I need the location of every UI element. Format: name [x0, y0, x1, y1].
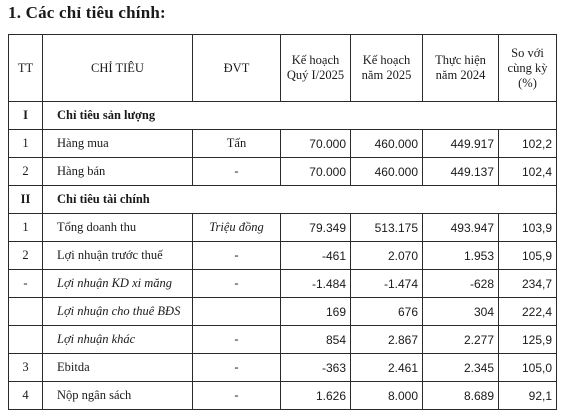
row-tt: 1: [9, 130, 43, 158]
row-yoy: 222,4: [499, 298, 557, 326]
row-yoy: 234,7: [499, 270, 557, 298]
row-plan-year: 2.867: [351, 326, 423, 354]
row-name: Lợi nhuận cho thuê BĐS: [43, 298, 193, 326]
row-yoy: 125,9: [499, 326, 557, 354]
col-header-plan-year-line2: năm 2025: [361, 68, 412, 82]
row-tt: 2: [9, 158, 43, 186]
row-name: Lợi nhuận KD xi măng: [43, 270, 193, 298]
row-tt: [9, 298, 43, 326]
row-unit: [193, 298, 281, 326]
row-tt: [9, 326, 43, 354]
col-header-plan-q1: [281, 35, 351, 102]
row-actual-2024: 304: [423, 298, 499, 326]
row-plan-year: 2.070: [351, 242, 423, 270]
row-yoy: 105,0: [499, 354, 557, 382]
row-yoy: 92,1: [499, 382, 557, 410]
row-actual-2024: 8.689: [423, 382, 499, 410]
row-actual-2024: -628: [423, 270, 499, 298]
row-actual-2024: 2.277: [423, 326, 499, 354]
row-unit: -: [193, 242, 281, 270]
row-plan-q1: -363: [281, 354, 351, 382]
table-row: [9, 214, 557, 242]
col-header-plan-year-line1: Kế hoạch: [362, 53, 411, 67]
section-heading: 1. Các chỉ tiêu chính:: [8, 3, 166, 22]
section-row-financial: [9, 186, 557, 214]
row-plan-year: 460.000: [351, 158, 423, 186]
row-plan-q1: 70.000: [281, 158, 351, 186]
col-header-actual-line2: năm 2024: [435, 68, 486, 82]
row-unit: -: [193, 326, 281, 354]
row-name: Hàng bán: [43, 158, 193, 186]
col-header-plan-year: [351, 35, 423, 102]
section-row-production: [9, 102, 557, 130]
col-header-plan-q1-line2: Quý I/2025: [286, 68, 345, 82]
row-plan-year: 513.175: [351, 214, 423, 242]
row-actual-2024: 2.345: [423, 354, 499, 382]
row-plan-q1: 70.000: [281, 130, 351, 158]
row-actual-2024: 493.947: [423, 214, 499, 242]
row-plan-q1: -461: [281, 242, 351, 270]
table-row: [9, 242, 557, 270]
row-name: Nộp ngân sách: [43, 382, 193, 410]
row-actual-2024: 1.953: [423, 242, 499, 270]
row-name: Lợi nhuận khác: [43, 326, 193, 354]
row-plan-q1: 1.626: [281, 382, 351, 410]
row-actual-2024: 449.137: [423, 158, 499, 186]
table-row: [9, 270, 557, 298]
row-plan-q1: 854: [281, 326, 351, 354]
row-plan-year: 2.461: [351, 354, 423, 382]
table-row: [9, 382, 557, 410]
col-header-unit: ĐVT: [193, 35, 281, 102]
header-row: [9, 35, 557, 102]
row-plan-q1: -1.484: [281, 270, 351, 298]
col-header-tt: TT: [9, 35, 43, 102]
col-header-plan-q1-line1: Kế hoạch: [291, 53, 340, 67]
row-unit: -: [193, 158, 281, 186]
row-yoy: 105,9: [499, 242, 557, 270]
col-header-yoy-line3: (%): [518, 75, 537, 90]
col-header-name: CHỈ TIÊU: [43, 35, 193, 102]
row-tt: 2: [9, 242, 43, 270]
col-header-yoy-line2: cùng kỳ: [507, 60, 548, 75]
row-tt: 3: [9, 354, 43, 382]
row-plan-q1: 169: [281, 298, 351, 326]
row-actual-2024: 449.917: [423, 130, 499, 158]
table-row: [9, 354, 557, 382]
table-row: [9, 298, 557, 326]
row-name: Hàng mua: [43, 130, 193, 158]
section-title: Chỉ tiêu tài chính: [43, 186, 557, 214]
row-plan-year: -1.474: [351, 270, 423, 298]
row-tt: 4: [9, 382, 43, 410]
row-yoy: 102,4: [499, 158, 557, 186]
table-row: [9, 158, 557, 186]
col-header-actual-line1: Thực hiện: [435, 53, 486, 67]
key-indicators-table: [8, 34, 557, 410]
row-yoy: 102,2: [499, 130, 557, 158]
section-number: I: [9, 102, 43, 130]
row-tt: 1: [9, 214, 43, 242]
section-number: II: [9, 186, 43, 214]
row-name: Lợi nhuận trước thuế: [43, 242, 193, 270]
row-plan-q1: 79.349: [281, 214, 351, 242]
row-unit: -: [193, 382, 281, 410]
row-unit: Tấn: [193, 130, 281, 158]
row-unit: -: [193, 270, 281, 298]
table-row: [9, 326, 557, 354]
row-name: Ebitda: [43, 354, 193, 382]
section-title: Chỉ tiêu sản lượng: [43, 102, 557, 130]
col-header-yoy: [499, 35, 557, 102]
row-unit: -: [193, 354, 281, 382]
row-plan-year: 8.000: [351, 382, 423, 410]
row-tt: -: [9, 270, 43, 298]
row-unit: Triệu đồng: [193, 214, 281, 242]
row-plan-year: 676: [351, 298, 423, 326]
row-yoy: 103,9: [499, 214, 557, 242]
row-plan-year: 460.000: [351, 130, 423, 158]
col-header-yoy-line1: So với: [511, 45, 544, 60]
col-header-actual: [423, 35, 499, 102]
row-name: Tổng doanh thu: [43, 214, 193, 242]
table-row: [9, 130, 557, 158]
